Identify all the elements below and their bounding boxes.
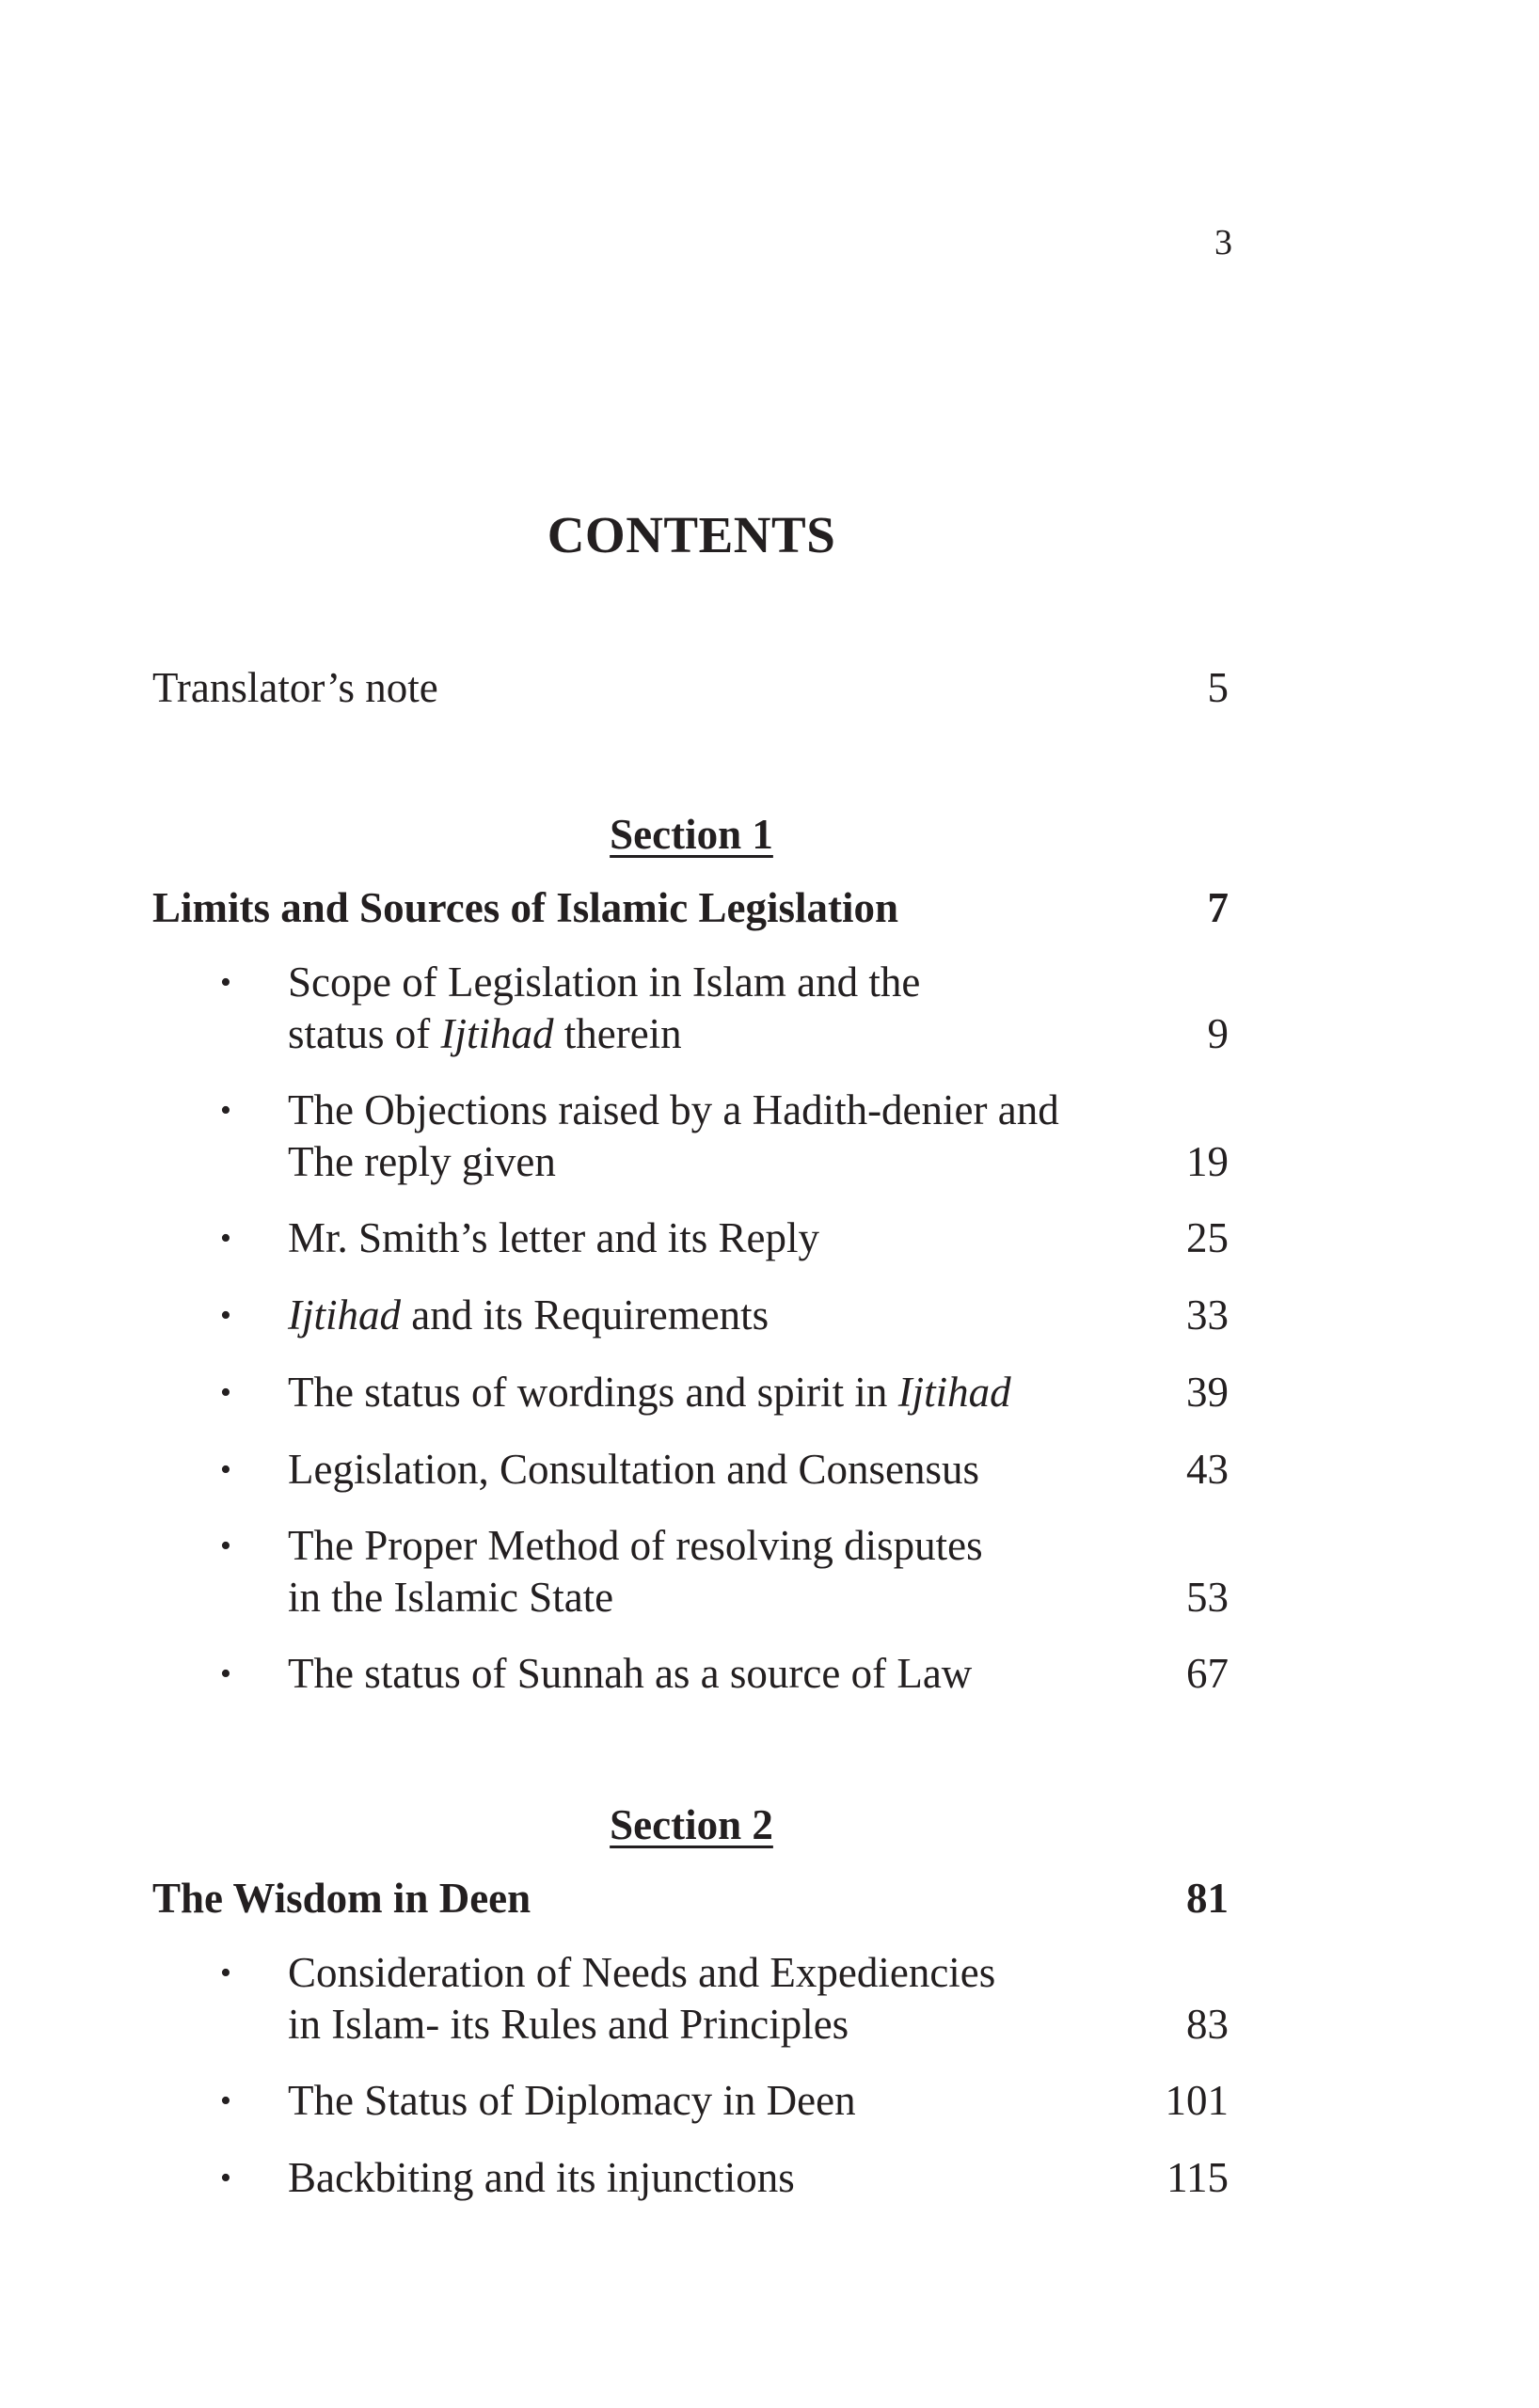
toc-item-page: 115 <box>1166 2154 1229 2201</box>
toc-item-page: 33 <box>1186 1291 1229 1339</box>
toc-item-text: Mr. Smith’s letter and its Reply <box>288 1214 819 1261</box>
toc-item-text: The Status of Diplomacy in Deen <box>288 2077 856 2124</box>
toc-item-text: Ijtihad and its Requirements <box>288 1291 770 1339</box>
section-2-heading: Section 2 <box>610 1801 773 1848</box>
toc-entry-label: Translator’s note <box>152 664 438 711</box>
toc-item-page: 19 <box>1186 1138 1229 1185</box>
toc-item-objections[interactable] <box>152 1085 1229 1188</box>
toc-item-ijtihad-requirements[interactable] <box>152 1290 1229 1341</box>
toc-item-page: 39 <box>1186 1369 1229 1416</box>
toc-entry-label: The Wisdom in Deen <box>152 1875 532 1922</box>
toc-item-text: The Objections raised by a Hadith-denier and The reply given <box>288 1086 1059 1185</box>
bullet-icon: • <box>220 965 231 1000</box>
toc-item-text: The Proper Method of resolving disputes in the Islamic State <box>288 1522 983 1621</box>
toc-item-mr-smith-letter[interactable] <box>152 1212 1229 1264</box>
toc-entry-translators-note[interactable] <box>152 662 1229 714</box>
toc-item-proper-method[interactable] <box>152 1520 1229 1624</box>
toc-item-page: 9 <box>1207 1010 1229 1057</box>
toc-item-text: Legislation, Consultation and Consensus <box>288 1446 979 1493</box>
toc-item-text: Scope of Legislation in Islam and the status of Ijtihad therein <box>288 958 921 1057</box>
bullet-icon: • <box>220 1375 231 1410</box>
toc-item-text: Backbiting and its injunctions <box>288 2154 795 2201</box>
bullet-icon: • <box>220 1656 231 1691</box>
toc-item-page: 67 <box>1186 1650 1229 1697</box>
bullet-icon: • <box>220 1956 231 1990</box>
toc-item-page: 53 <box>1186 1574 1229 1621</box>
bullet-icon: • <box>220 2083 231 2118</box>
toc-item-text: The status of Sunnah as a source of Law <box>288 1650 973 1697</box>
toc-entry-section-2-title[interactable] <box>152 1873 1229 1925</box>
toc-item-page: 43 <box>1186 1446 1229 1493</box>
page-number: 3 <box>1214 223 1232 262</box>
toc-entry-page: 81 <box>1186 1875 1229 1922</box>
toc-item-page: 25 <box>1186 1214 1229 1261</box>
toc-item-page: 83 <box>1186 2001 1229 2048</box>
toc-item-legislation-consultation[interactable] <box>152 1444 1229 1496</box>
toc-item-wordings-and-spirit[interactable] <box>152 1367 1229 1418</box>
bullet-icon: • <box>220 1221 231 1256</box>
toc-entry-page: 5 <box>1207 664 1229 711</box>
toc-item-text: Consideration of Needs and Expediencies in Islam- its Rules and Principles <box>288 1949 996 2048</box>
toc-item-diplomacy[interactable] <box>152 2075 1229 2127</box>
section-1-heading: Section 1 <box>610 811 773 858</box>
contents-title: CONTENTS <box>547 506 836 563</box>
toc-item-needs-and-expediencies[interactable] <box>152 1947 1229 2051</box>
bullet-icon: • <box>220 1529 231 1563</box>
toc-item-page: 101 <box>1165 2077 1229 2124</box>
bullet-icon: • <box>220 1452 231 1487</box>
bullet-icon: • <box>220 1298 231 1333</box>
toc-item-sunnah-source[interactable] <box>152 1648 1229 1700</box>
bullet-icon: • <box>220 1093 231 1128</box>
bullet-icon: • <box>220 2161 231 2195</box>
toc-entry-page: 7 <box>1207 884 1229 931</box>
toc-item-backbiting[interactable] <box>152 2152 1229 2204</box>
toc-entry-section-1-title[interactable] <box>152 882 1229 934</box>
toc-item-text: The status of wordings and spirit in Ijtihad <box>288 1369 1011 1416</box>
toc-entry-label: Limits and Sources of Islamic Legislation <box>152 884 898 931</box>
toc-item-scope-of-legislation[interactable] <box>152 957 1229 1060</box>
